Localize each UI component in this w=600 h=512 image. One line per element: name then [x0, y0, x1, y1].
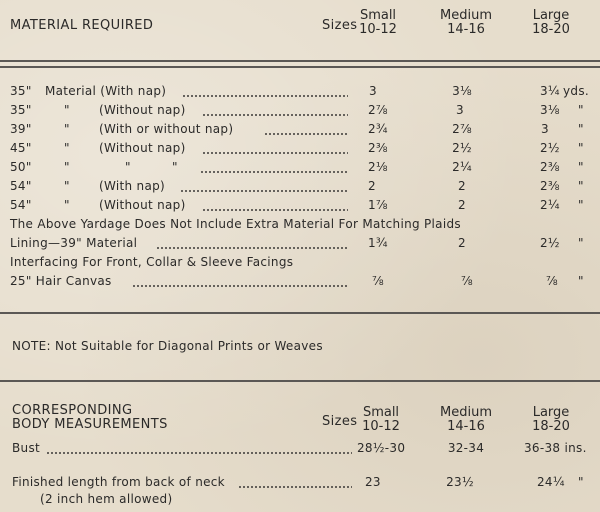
row-width: 54": [10, 179, 32, 193]
row-medium: 2⅞: [452, 122, 472, 136]
row-width: 50": [10, 160, 32, 174]
bust-medium: 32-34: [447, 441, 485, 455]
divider: [0, 66, 600, 68]
row-medium: 2: [458, 179, 466, 193]
leader-dots: [238, 486, 352, 488]
row-medium: 2¼: [452, 160, 472, 174]
row-unit: yds.: [563, 84, 589, 98]
hem-note: (2 inch hem allowed): [40, 492, 173, 506]
lining-unit: ": [578, 236, 584, 250]
divider: [0, 312, 600, 314]
row-description: (Without nap): [99, 141, 186, 155]
row-small: 1⅞: [368, 198, 388, 212]
size-name: Small: [362, 405, 400, 420]
ditto-mark: ": [64, 103, 70, 117]
size-name: Medium: [440, 405, 492, 420]
leader-dots: [200, 171, 348, 173]
lining-medium: 2: [458, 236, 466, 250]
row-large: 3⅛: [540, 103, 560, 117]
leader-dots: [46, 452, 352, 454]
ditto-mark: ": [64, 122, 70, 136]
leader-dots: [202, 114, 348, 116]
leader-dots: [202, 209, 348, 211]
divider: [0, 60, 600, 62]
yardage-note: The Above Yardage Does Not Include Extra Material For Matching Plaids: [10, 217, 461, 231]
finished-length-small: 23: [365, 475, 381, 489]
row-small: 2¾: [368, 122, 388, 136]
hair-canvas-medium: ⅞: [461, 274, 473, 288]
size-header-medium: [440, 9, 492, 37]
size-header-large: [532, 406, 570, 434]
row-large: 2¼: [540, 198, 560, 212]
size-range: 18-20: [532, 22, 570, 37]
leader-dots: [202, 152, 348, 154]
finished-length-large: 24¼: [537, 475, 565, 489]
size-header-small: [359, 9, 397, 37]
hair-canvas-large: ⅞: [546, 274, 558, 288]
leader-dots: [156, 247, 348, 249]
row-width: 39": [10, 122, 32, 136]
size-name: Small: [359, 8, 397, 23]
row-medium: 3: [456, 103, 464, 117]
row-unit: ": [578, 103, 584, 117]
ditto-mark: ": [64, 141, 70, 155]
leader-dots: [132, 285, 348, 287]
lining-large: 2½: [540, 236, 560, 250]
row-medium: 3⅛: [452, 84, 472, 98]
ditto-mark: ": [64, 160, 70, 174]
size-range: 14-16: [447, 22, 485, 37]
row-medium: 2½: [452, 141, 472, 155]
row-description: " ": [125, 160, 178, 174]
size-range: 14-16: [447, 419, 485, 434]
row-width: 35": [10, 103, 32, 117]
hair-canvas-label: 25" Hair Canvas: [10, 274, 112, 288]
bust-small: 28½-30: [357, 441, 406, 455]
title-line: CORRESPONDING: [12, 403, 133, 418]
ditto-mark: ": [64, 198, 70, 212]
row-large: 3¼: [540, 84, 560, 98]
row-description: (Without nap): [99, 198, 186, 212]
row-width: 35": [10, 84, 32, 98]
finished-length-label: Finished length from back of neck: [12, 475, 225, 489]
row-small: 3: [369, 84, 377, 98]
lining-label: Lining—39" Material: [10, 236, 138, 250]
row-unit: ": [578, 122, 584, 136]
row-large: 3: [541, 122, 549, 136]
sizes-label: Sizes: [322, 18, 358, 33]
size-header-small: [362, 406, 400, 434]
body-measurements-title: [12, 404, 168, 432]
size-range: 18-20: [532, 419, 570, 434]
row-large: 2½: [540, 141, 560, 155]
finished-length-unit: ": [578, 475, 584, 489]
size-header-large: [532, 9, 570, 37]
row-medium: 2: [458, 198, 466, 212]
leader-dots: [264, 133, 348, 135]
suitability-note: NOTE: Not Suitable for Diagonal Prints or Weaves: [12, 339, 323, 353]
interfacing-note: Interfacing For Front, Collar & Sleeve Facings: [10, 255, 294, 269]
leader-dots: [180, 190, 348, 192]
row-small: 2⅜: [368, 141, 388, 155]
bust-large: 36-38 ins.: [524, 441, 587, 455]
size-name: Large: [532, 405, 570, 420]
hair-canvas-small: ⅞: [372, 274, 384, 288]
row-description: (Without nap): [99, 103, 186, 117]
material-required-title: MATERIAL REQUIRED: [10, 18, 154, 33]
sizes-label: Sizes: [322, 414, 358, 429]
row-unit: ": [578, 198, 584, 212]
row-width: 45": [10, 141, 32, 155]
row-small: 2⅞: [368, 103, 388, 117]
size-range: 10-12: [362, 419, 400, 434]
row-width: 54": [10, 198, 32, 212]
row-unit: ": [578, 141, 584, 155]
size-name: Large: [532, 8, 570, 23]
size-range: 10-12: [359, 22, 397, 37]
divider: [0, 380, 600, 382]
row-small: 2: [368, 179, 376, 193]
lining-small: 1¾: [368, 236, 388, 250]
size-name: Medium: [440, 8, 492, 23]
row-unit: ": [578, 179, 584, 193]
ditto-mark: ": [64, 179, 70, 193]
row-description: Material (With nap): [45, 84, 167, 98]
row-large: 2⅜: [540, 179, 560, 193]
row-small: 2⅛: [368, 160, 388, 174]
finished-length-medium: 23½: [446, 475, 474, 489]
row-description: (With nap): [99, 179, 165, 193]
bust-label: Bust: [12, 441, 40, 455]
size-header-medium: [440, 406, 492, 434]
title-line: BODY MEASUREMENTS: [12, 417, 168, 432]
row-description: (With or without nap): [99, 122, 234, 136]
row-unit: ": [578, 160, 584, 174]
hair-canvas-unit: ": [578, 274, 584, 288]
row-large: 2⅜: [540, 160, 560, 174]
leader-dots: [182, 95, 348, 97]
